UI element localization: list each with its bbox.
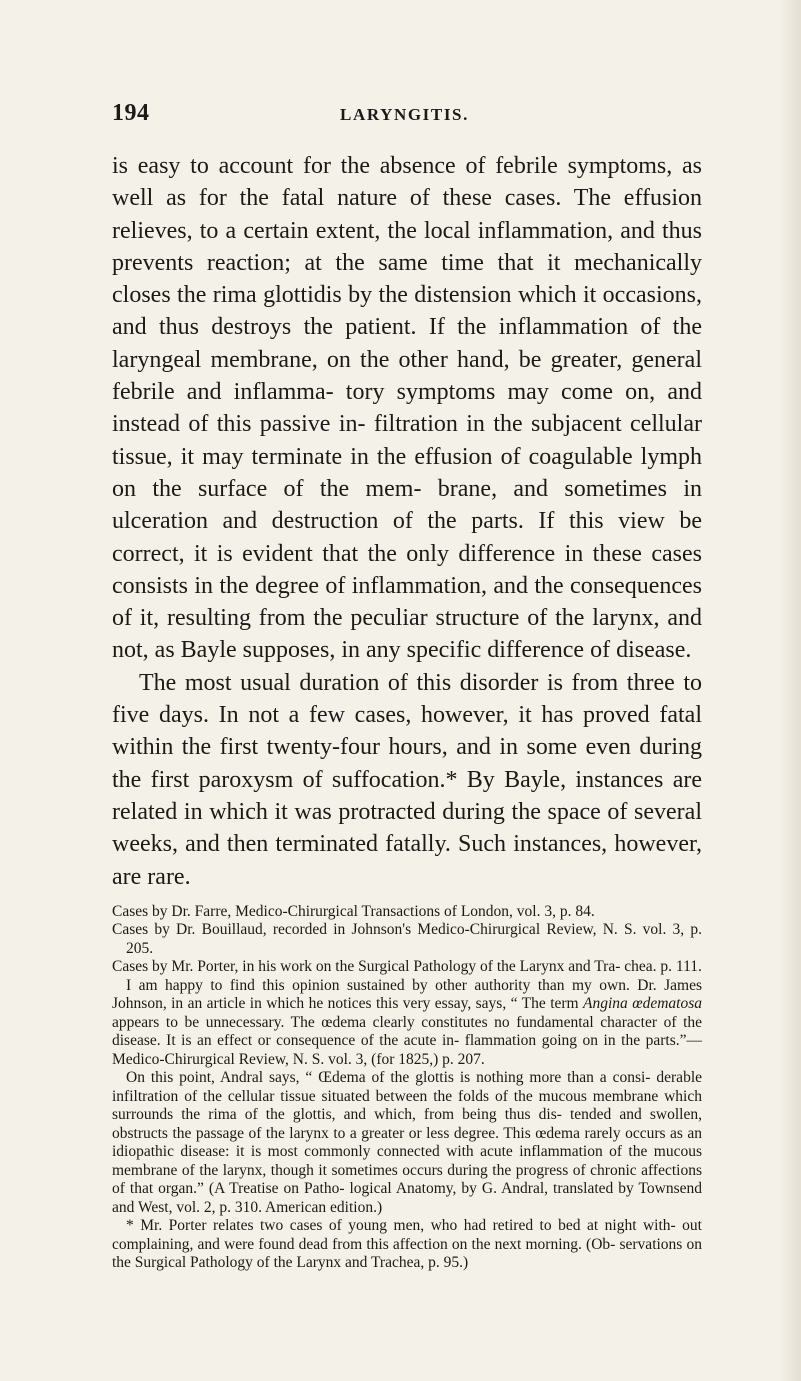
body-text [112, 150, 702, 1273]
note-porter-cases: Cases by Mr. Porter, in his work on the Surgical Pathology of the Larynx and Tra- chea. p. 111. [112, 958, 702, 976]
note-bouillaud: Cases by Dr. Bouillaud, recorded in Johnson's Medico-Chirurgical Review, N. S. vol. 3, p. 205. [112, 921, 702, 957]
note-johnson-term: Angina œdematosa [583, 995, 702, 1013]
footnote-asterisk: * Mr. Porter relates two cases of young men, who had retired to bed at night with- out complaining, and were found dead from this affection on the next morning. (Ob- servations on the Surgical Pathology of the Larynx and Trachea, p. 95.) [112, 1217, 702, 1272]
note-andral: On this point, Andral says, “ Œdema of the glottis is nothing more than a consi- derable infiltration of the cellular tissue situated between the folds of the mucous membrane which surrounds the rima of the glottis, and which, from being thus dis- tended and swollen, obstructs the passage of the larynx to a greater or less degree. This œdema rarely occurs as an idiopathic disease: it is most commonly connected with acute inflammation of the mucous membrane of the larynx, though it sometimes occurs during the progress of chronic affections of that organ.” (A Treatise on Patho- logical Anatomy, by G. Andral, translated by Townsend and West, vol. 2, p. 310. American edition.) [112, 1069, 702, 1216]
note-farre: Cases by Dr. Farre, Medico-Chirurgical Transactions of London, vol. 3, p. 84. [112, 902, 595, 920]
page-gutter-shadow [779, 0, 801, 1381]
note-johnson-after: appears to be unnecessary. The œdema clearly constitutes no fundamental character of the disease. It is an effect or consequence of the acute in- flammation going on in the parts.”—Medico-Chirurgical Review, N. S. vol. 3, (for 1825,) p. 207. [112, 1013, 702, 1068]
note-johnson [112, 977, 702, 1070]
page-number: 194 [112, 100, 150, 126]
paragraph-2: The most usual duration of this disorder is from three to five days. In not a few cases, however, it has proved fatal within the first twenty-four hours, and in some even during the first paroxysm of suffocation.* By Bayle, instances are related in which it was protracted during the space of several weeks, and then terminated fatally. Such instances, however, are rare. [112, 669, 702, 890]
note-johnson-before: I am happy to find this opinion sustained by other authority than my own. Dr. James Johnson, in an article in which he notices this very essay, says, “ The term [112, 976, 702, 1013]
page-header [112, 100, 702, 130]
running-head: LARYNGITIS. [340, 105, 469, 124]
paragraph-1: is easy to account for the absence of febrile symptoms, as well as for the fatal nature of these cases. The effusion relieves, to a certain extent, the local inflammation, and thus prevents reaction; at the same time that it mechanically closes the rima glottidis by the distension which it occasions, and thus destroys the patient. If the inflammation of the laryngeal membrane, on the other hand, be greater, general febrile and inflamma- tory symptoms may come on, and instead of this passive in- filtration in the subjacent cellular tissue, it may terminate in the effusion of coagulable lymph on the surface of the mem- brane, and sometimes in ulceration and destruction of the parts. If this view be correct, it is evident that the only difference in these cases consists in the degree of inflammation, and the consequences of it, resulting from the peculiar structure of the larynx, and not, as Bayle supposes, in any specific difference of disease. [112, 153, 702, 664]
footnotes [112, 903, 702, 1273]
